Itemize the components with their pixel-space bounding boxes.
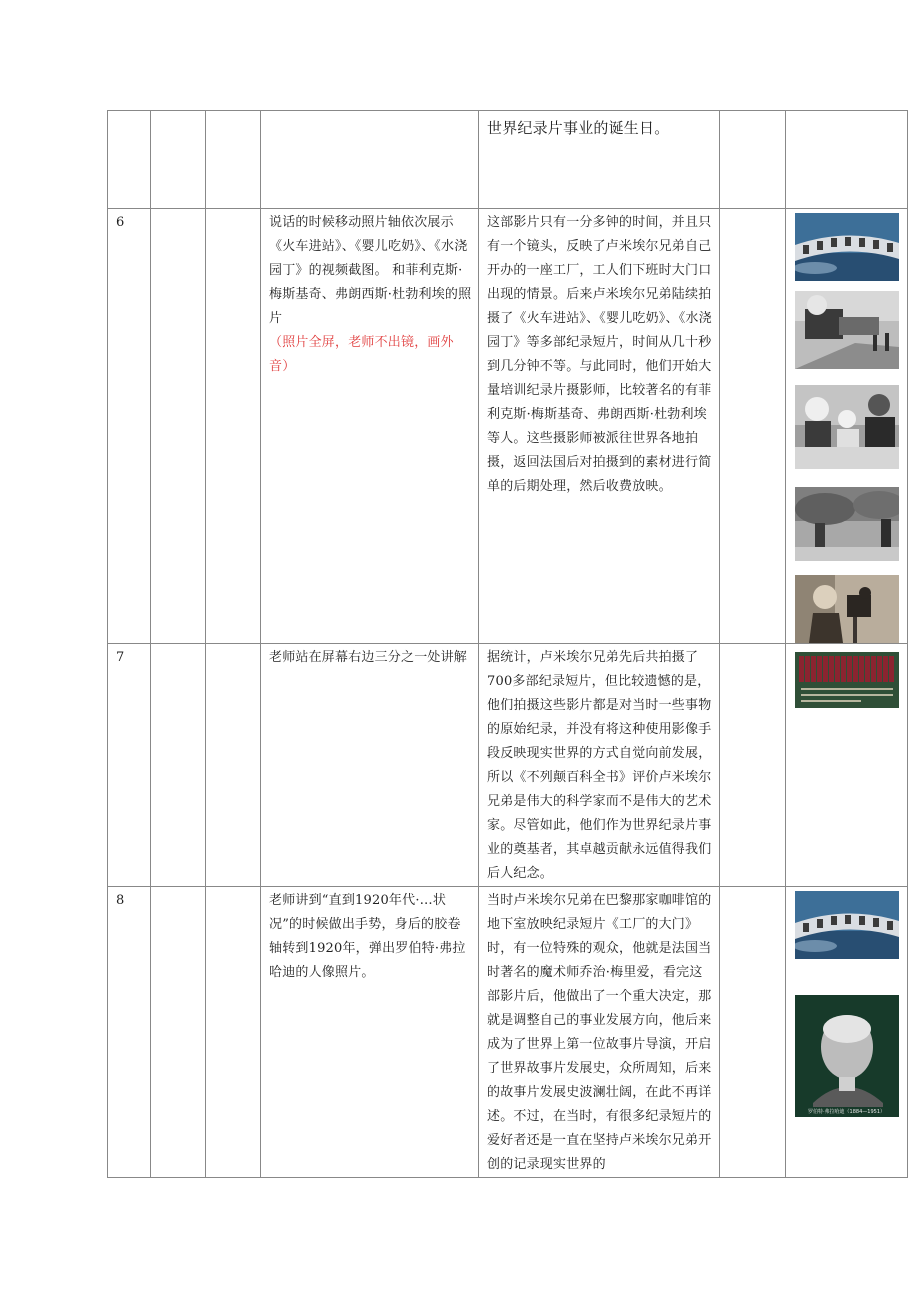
action-cell: 老师讲到“直到1920年代·…状况”的时候做出手势，身后的胶卷轴转到1920年，弹出罗伯特·弗拉哈迪的人像照片。 bbox=[261, 887, 479, 1178]
baby-feeding-image bbox=[795, 385, 899, 469]
script-table bbox=[107, 110, 908, 1178]
action-cell bbox=[261, 209, 479, 644]
film-reel-image bbox=[795, 891, 899, 959]
action-cell bbox=[261, 111, 479, 209]
action-note: （照片全屏，老师不出镜，画外音） bbox=[269, 335, 454, 374]
table-row bbox=[108, 111, 908, 209]
row-number: 6 bbox=[108, 209, 151, 644]
table-row bbox=[108, 887, 908, 1178]
garden-waterer-image bbox=[795, 487, 899, 561]
table-row bbox=[108, 644, 908, 887]
row-number bbox=[108, 111, 151, 209]
images-cell bbox=[786, 887, 908, 1178]
portrait-caption: 罗伯特·弗拉哈迪（1884—1951） bbox=[807, 1109, 886, 1115]
flaherty-portrait-image bbox=[795, 995, 899, 1117]
narration-cell: 当时卢米埃尔兄弟在巴黎那家咖啡馆的地下室放映纪录短片《工厂的大门》时，有一位特殊的观众，他就是法国当时著名的魔术师乔治·梅里爱，看完这部影片后，他做出了一个重大决定，那就是调整自己的事业发展方向，他后来成为了世界上第一位故事片导演，开启了世界故事片发展史，众所周知，后来的故事片发展史波澜壮阔，在此不再详述。不过，在当时，有很多纪录短片的爱好者还是一直在坚持卢米埃尔兄弟开创的记录现实世界的 bbox=[479, 887, 720, 1178]
table-row bbox=[108, 209, 908, 644]
narration-cell: 世界纪录片事业的诞生日。 bbox=[479, 111, 720, 209]
images-cell bbox=[786, 644, 908, 887]
narration-cell: 这部影片只有一分多钟的时间，并且只有一个镜头，反映了卢米埃尔兄弟自己开办的一座工厂，工人们下班时大门口出现的情景。后来卢米埃尔兄弟陆续拍摄了《火车进站》、《婴儿吃奶》、《水浇园丁》等多部纪录短片，时间从几十秒到几分钟不等。与此同时，他们开始大量培训纪录片摄影师，比较著名的有菲利克斯·梅斯基奇、弗朗西斯·杜勃利埃等人。这些摄影师被派往世界各地拍摄，返回法国后对拍摄到的素材进行简单的后期处理，然后收费放映。 bbox=[479, 209, 720, 644]
train-arrival-image bbox=[795, 291, 899, 369]
row-number: 8 bbox=[108, 887, 151, 1178]
encyclopedia-image bbox=[795, 652, 899, 708]
film-reel-image bbox=[795, 213, 899, 281]
cameraman-portrait-image bbox=[795, 575, 899, 643]
images-cell bbox=[786, 209, 908, 644]
action-text: 说话的时候移动照片轴依次展示《火车进站》、《婴儿吃奶》、《水浇园丁》的视频截图。 和菲利克斯·梅斯基奇、弗朗西斯·杜勃利埃的照片 bbox=[269, 215, 472, 326]
row-number: 7 bbox=[108, 644, 151, 887]
action-cell: 老师站在屏幕右边三分之一处讲解 bbox=[261, 644, 479, 887]
narration-cell: 据统计，卢米埃尔兄弟先后共拍摄了700多部纪录短片，但比较遗憾的是，他们拍摄这些影片都是对当时一些事物的原始纪录，并没有将这种使用影像手段反映现实世界的方式自觉向前发展，所以《不列颠百科全书》评价卢米埃尔兄弟是伟大的科学家而不是伟大的艺术家。尽管如此，他们作为世界纪录片事业的奠基者，其卓越贡献永远值得我们后人纪念。 bbox=[479, 644, 720, 887]
